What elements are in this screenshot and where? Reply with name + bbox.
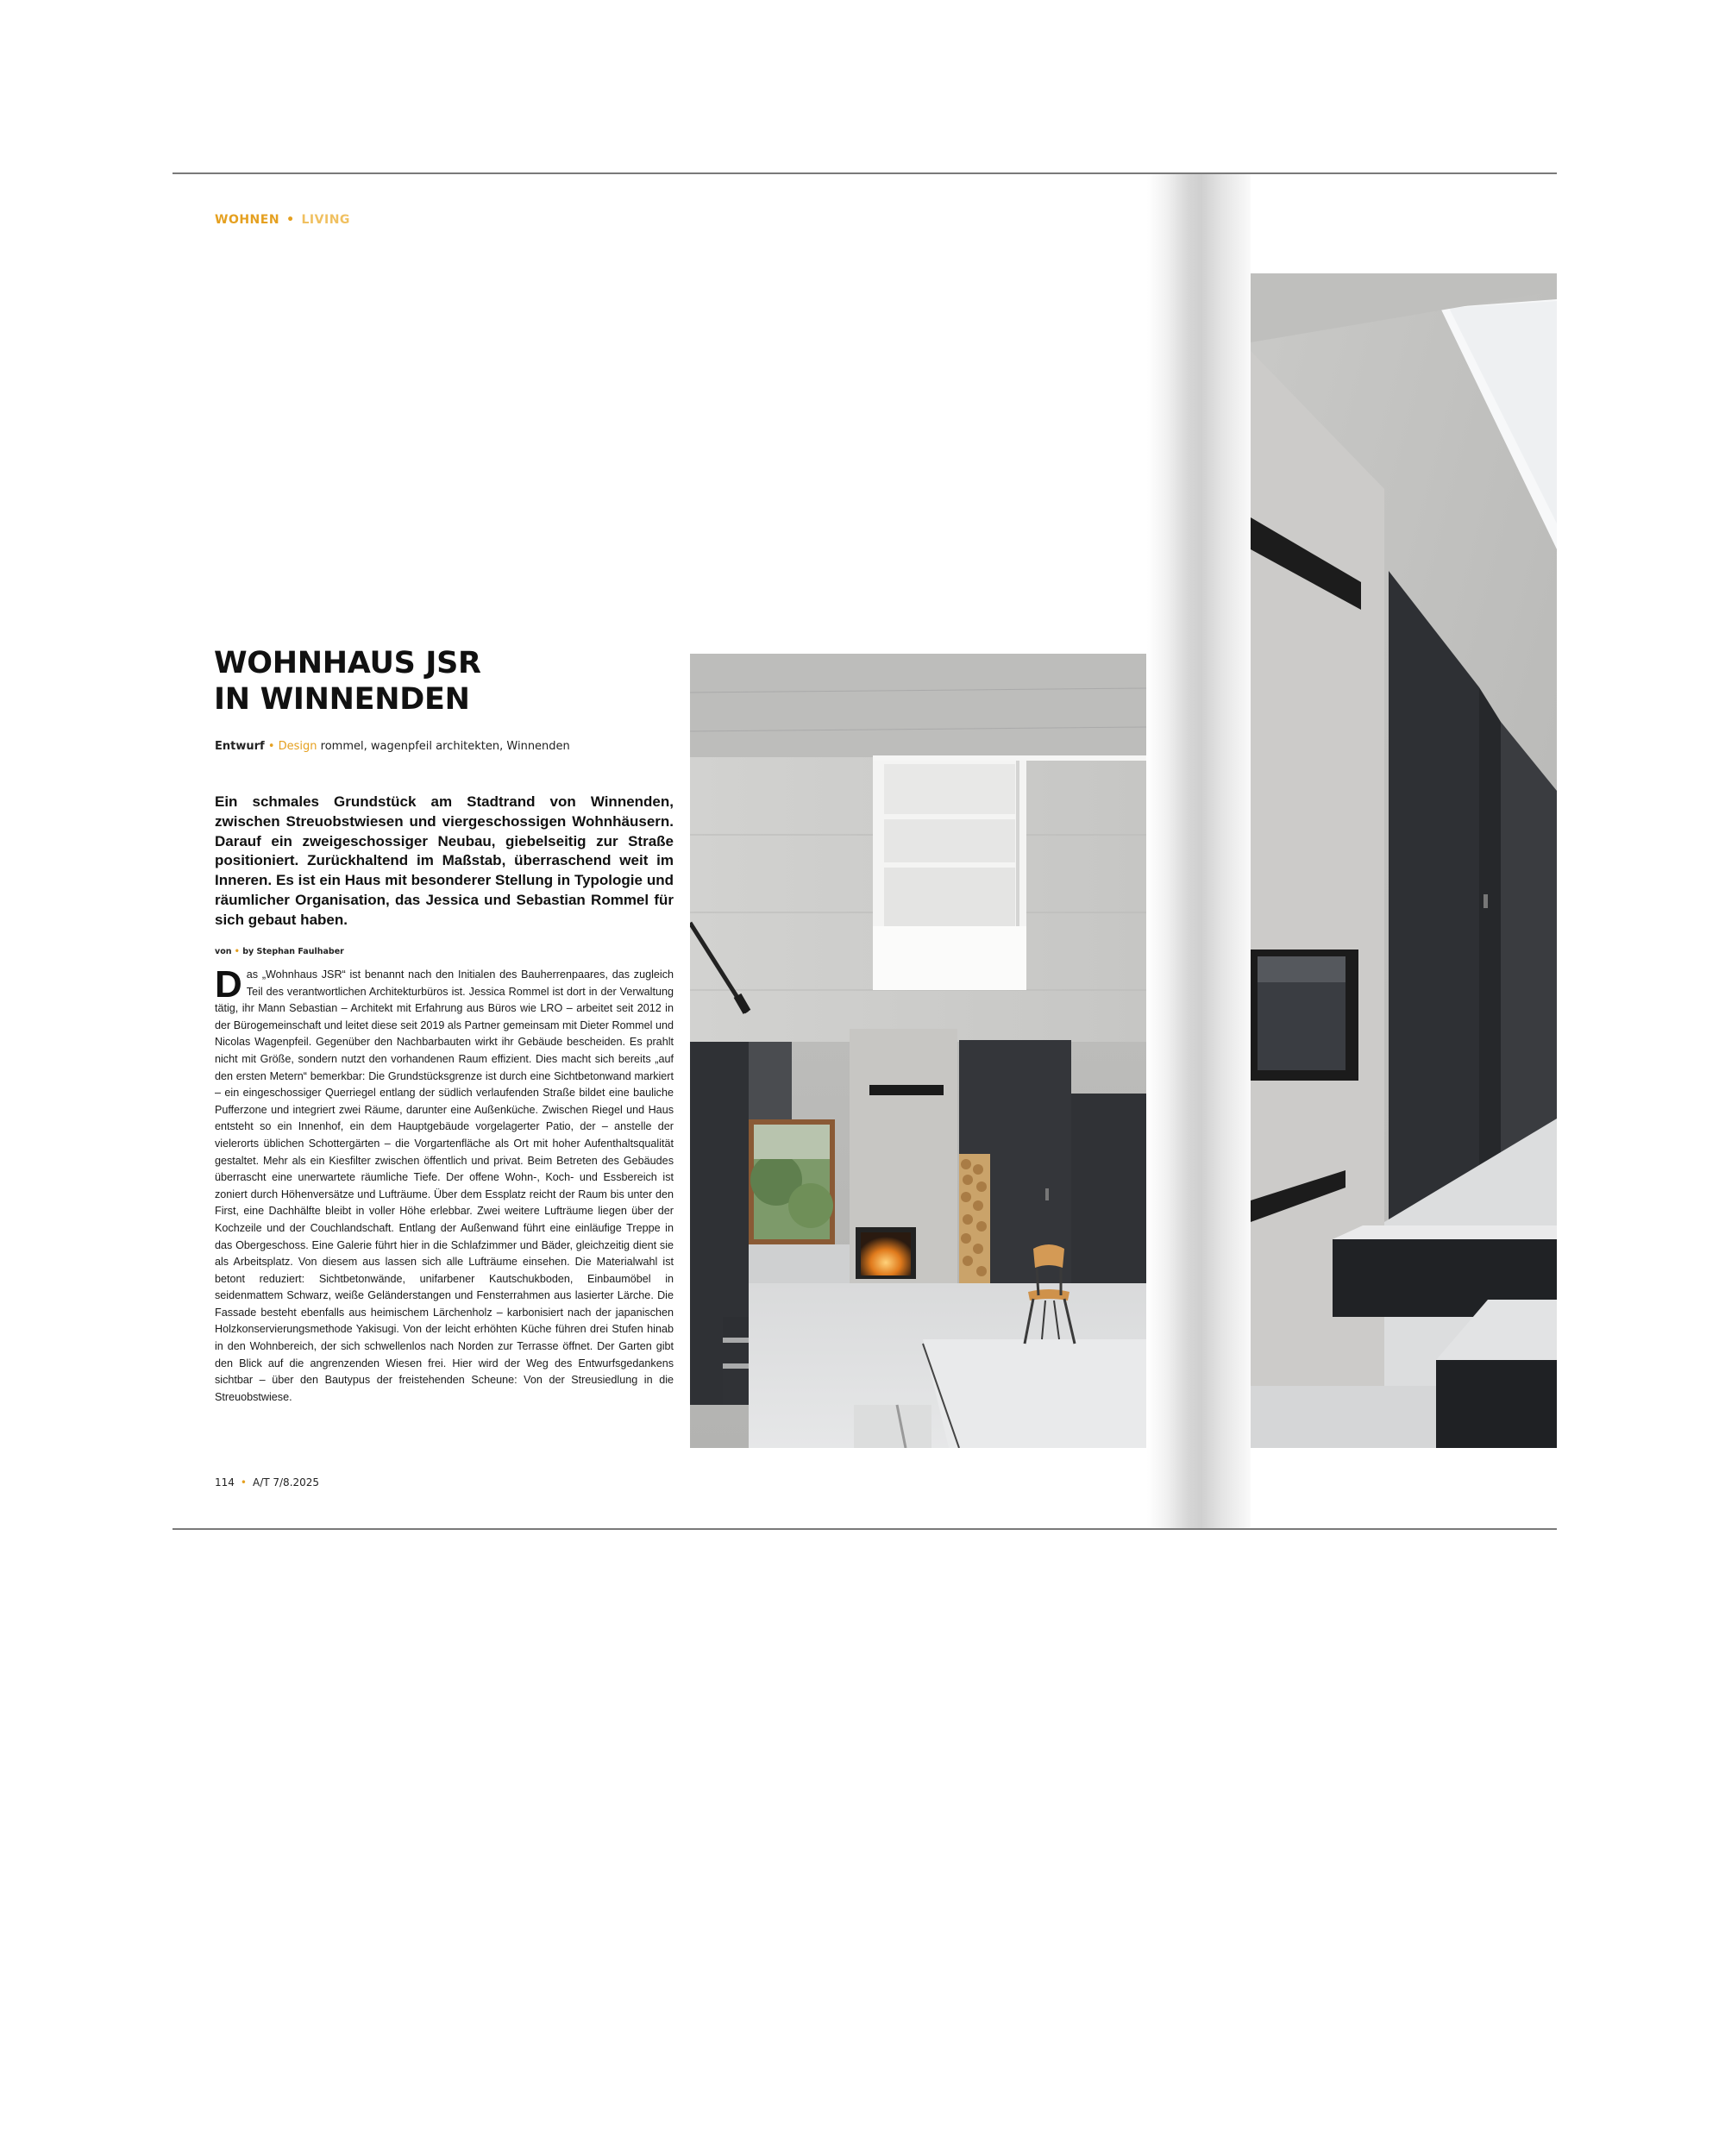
byline bbox=[215, 947, 344, 956]
top-rule bbox=[172, 172, 1557, 174]
folio-separator: • bbox=[240, 1476, 247, 1489]
interior-photo-stairs bbox=[1251, 273, 1557, 1448]
article-lead: Ein schmales Grundstück am Stadtrand von Winnenden, zwischen Streuobstwiesen und viergeschossigen Wohnhäusern. Darauf ein zweigeschossiger Neubau, giebelseitig zur Straße positioniert. Zurückhaltend im Maßstab, überraschend weit im Inneren. Es ist ein Haus mit besonderer Stellung in Typologie und räumlicher Organisation, das Jessica und Sebastian Rommel für sich gebaut haben. bbox=[215, 793, 674, 928]
article-body bbox=[215, 963, 674, 1406]
interior-photo-fireplace bbox=[690, 654, 1146, 1448]
section-label-en: LIVING bbox=[301, 213, 350, 227]
credits-architects: rommel, wagenpfeil architekten, Winnenden bbox=[320, 740, 570, 753]
issue-label: A/T 7/8.2025 bbox=[252, 1476, 320, 1489]
body-text: as „Wohnhaus JSR“ ist benannt nach den Initialen des Bauherrenpaares, das zugleich Teil des verantwortlichen Architekturbüros ist. Jessica Rommel ist dort in der Verwaltung tätig, ihr Mann Sebastian – Architekt mit Erfahrung aus Büros wie LRO – arbeitet seit 2012 in der Bürogemeinschaft und leitet diese seit 2019 als Partner gemeinsam mit Dieter Rommel und Nicolas Wagenpfeil. Gegenüber den Nachbarbauten wirkt ihr Gebäude bescheiden. Es prahlt nicht mit Größe, sondern nutzt den vorhandenen Raum effizient. Dies macht sich bereits „auf den ersten Metern“ bemerkbar: Die Grundstücksgrenze ist durch eine Sichtbetonwand markiert – ein eingeschossiger Querriegel entlang der südlich verlaufenden Straße bildet eine bauliche Pufferzone und integriert zwei Räume, darunter eine Außenküche. Zwischen Riegel und Haus entsteht so ein Innenhof, ein dem Hauptgebäude vorgelagerter Patio, der – anstelle der vielerorts üblichen Schottergärten – die Vorgartenfläche als Ort mit hoher Aufenthaltsqualität gestaltet. Mehr als ein Kiesfilter zwischen öffentlich und privat. Beim Betreten des Gebäudes überrascht eine unerwartete räumliche Tiefe. Der offene Wohn-, Koch- und Essbereich ist zoniert durch Höhenversätze und Lufträume. Über dem Essplatz reicht der Raum bis unter den First, eine Dachhälfte bleibt in voller Höhe erlebbar. Zwei weitere Lufträume liegen über der Kochzeile und der Couchlandschaft. Entlang der Außenwand führt eine einläufige Treppe in das Obergeschoss. Eine Galerie führt hier in die Schlafzimmer und Bäder, gleichzeitig dient sie als Arbeitsplatz. Von diesem aus lassen sich alle Lufträume einsehen. Die Materialwahl ist betont reduziert: Sichtbetonwände, unifarbener Kautschukboden, Einbaumöbel in seidenmattem Schwarz, weiße Geländerstangen und Fensterrahmen aus lasierter Lärche. Die Fassade besteht ebenfalls aus heimischem Lärchenholz – karbonisiert nach der japanischen Holzkonservierungsmethode Yakisugi. Von der leicht erhöhten Küche führen drei Stufen hinab in den Wohnbereich, der sich schwellenlos nach Norden zur Terrasse öffnet. Der Garten gibt den Blick auf die angrenzenden Wiesen frei. Hier wird der Weg des Entwurfsgedankens sichtbar – über den Bautypus der freistehenden Scheune: Von der Streusiedlung in die Streuobstwiese. bbox=[215, 968, 674, 1403]
byline-von: von bbox=[215, 947, 232, 956]
section-tag bbox=[215, 213, 350, 227]
credits-separator: • bbox=[267, 740, 275, 753]
byline-author: Stephan Faulhaber bbox=[256, 947, 344, 956]
byline-by: by bbox=[242, 947, 254, 956]
credits-design-label: Design bbox=[278, 740, 317, 753]
article-title bbox=[214, 645, 481, 718]
bottom-rule bbox=[172, 1528, 1557, 1530]
title-line-1: WOHNHAUS JSR bbox=[214, 646, 481, 680]
page-folio bbox=[215, 1476, 319, 1489]
section-separator: • bbox=[286, 213, 295, 227]
title-line-2: IN WINNENDEN bbox=[214, 682, 470, 717]
section-label-de: WOHNEN bbox=[215, 213, 280, 227]
byline-separator: • bbox=[234, 947, 240, 956]
drop-cap: D bbox=[215, 963, 242, 1006]
design-credits bbox=[215, 740, 570, 753]
page-number: 114 bbox=[215, 1476, 235, 1489]
page-gutter-shadow bbox=[1147, 174, 1251, 1528]
credits-label: Entwurf bbox=[215, 740, 265, 753]
